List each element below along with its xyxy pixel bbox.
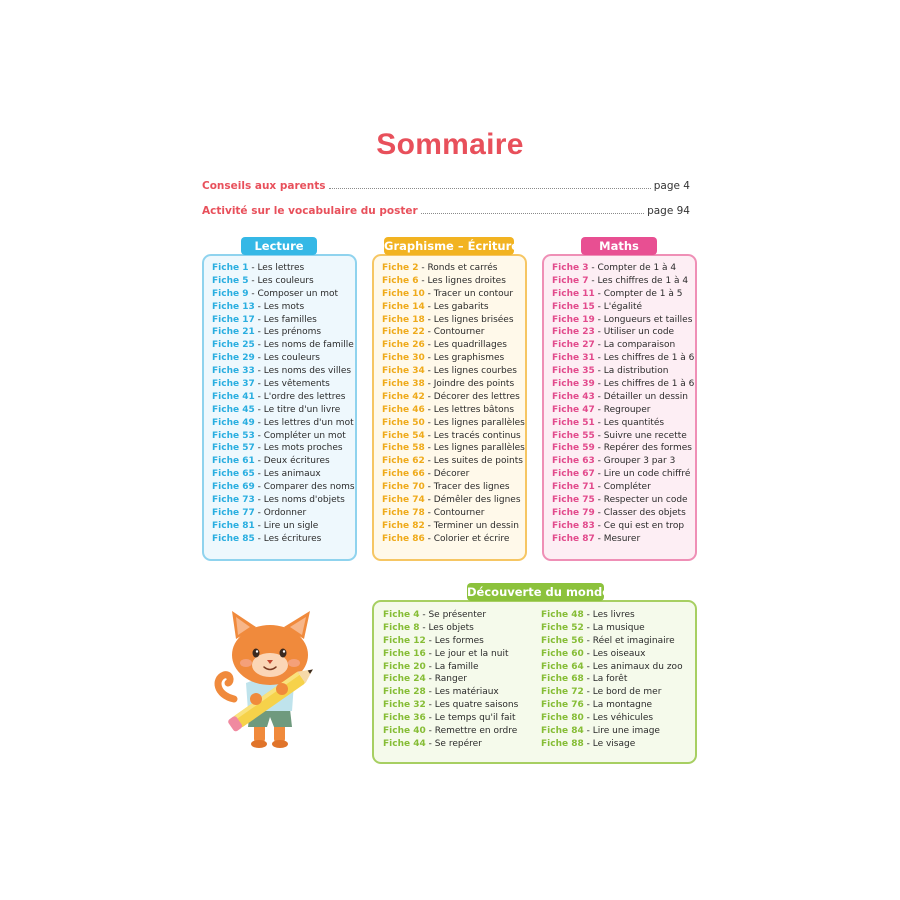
fiche-number: Fiche 11 (552, 288, 595, 299)
fiche-title: - Classer des objets (594, 507, 686, 518)
toc-page: page 94 (647, 205, 690, 217)
fiche-number: Fiche 55 (552, 430, 595, 441)
fiche-title: - Les couleurs (248, 275, 314, 286)
fiche-title: - Les noms d'objets (254, 495, 345, 506)
fiche-title: - Tracer des lignes (424, 482, 510, 493)
fiche-title: - Ordonner (254, 507, 307, 518)
list-item[interactable] (541, 712, 683, 725)
fiche-title: - Les mots proches (254, 443, 343, 454)
fiche-title: - Le bord de mer (583, 687, 662, 698)
list-item[interactable] (382, 314, 525, 327)
fiche-number: Fiche 49 (212, 417, 255, 428)
fiche-number: Fiche 9 (212, 288, 249, 299)
fiche-number: Fiche 31 (552, 353, 595, 364)
fiche-title: - Les lettres (248, 263, 305, 273)
fiche-number: Fiche 51 (552, 417, 595, 428)
list-item[interactable] (383, 699, 518, 712)
fiche-title: - Le titre d'un livre (254, 404, 341, 415)
fiche-number: Fiche 29 (212, 353, 255, 364)
list-item[interactable] (212, 391, 355, 404)
fiche-number: Fiche 41 (212, 391, 255, 402)
list-item[interactable] (383, 712, 518, 725)
fiche-title: - Tracer un contour (424, 288, 514, 299)
fiche-title: - Deux écritures (254, 456, 330, 467)
fiche-number: Fiche 16 (383, 648, 426, 659)
fiche-title: - Grouper 3 par 3 (594, 456, 676, 467)
fiche-number: Fiche 72 (541, 687, 584, 698)
list-item[interactable] (541, 738, 683, 751)
fiche-title: - Mesurer (594, 533, 641, 544)
toc-leader-dots (329, 188, 651, 189)
list-item[interactable] (382, 288, 525, 301)
list-item[interactable] (382, 481, 525, 494)
fiche-number: Fiche 8 (383, 622, 420, 633)
fiche-number: Fiche 25 (212, 340, 255, 351)
fiche-number: Fiche 19 (552, 314, 595, 325)
fiche-title: - Les oiseaux (583, 648, 646, 659)
fiche-title: - Détailler un dessin (594, 391, 688, 402)
fiche-number: Fiche 10 (382, 288, 425, 299)
fiche-title: - Les lettres d'un mot (254, 417, 354, 428)
fiche-title: - Les objets (419, 622, 474, 633)
fiche-title: - Comparer des noms (254, 482, 355, 493)
list-item[interactable] (382, 442, 525, 455)
list-item[interactable] (541, 635, 683, 648)
list-item[interactable] (383, 725, 518, 738)
list-item[interactable] (383, 648, 518, 661)
list-item[interactable] (212, 455, 355, 468)
fiche-number: Fiche 12 (383, 635, 426, 646)
fiche-number: Fiche 21 (212, 327, 255, 338)
fiche-number: Fiche 28 (383, 687, 426, 698)
list-item[interactable] (552, 326, 694, 339)
fiche-title: - Les gabarits (424, 301, 489, 312)
fiche-title: - Les lignes droites (418, 275, 506, 286)
fiche-number: Fiche 70 (382, 482, 425, 493)
list-item[interactable] (552, 507, 694, 520)
fiche-number: Fiche 42 (382, 391, 425, 402)
list-item[interactable] (382, 404, 525, 417)
fiche-number: Fiche 77 (212, 507, 255, 518)
list-item[interactable] (382, 455, 525, 468)
list-item[interactable] (541, 699, 683, 712)
list-item[interactable] (541, 686, 683, 699)
fiche-number: Fiche 81 (212, 520, 255, 531)
fiche-number: Fiche 1 (212, 263, 249, 273)
list-item[interactable] (212, 275, 355, 288)
fiche-title: - Regrouper (594, 404, 651, 415)
fiche-number: Fiche 82 (382, 520, 425, 531)
fiche-number: Fiche 54 (382, 430, 425, 441)
fiche-title: - Les graphismes (424, 353, 505, 364)
fiche-number: Fiche 20 (383, 661, 426, 672)
fiche-number: Fiche 64 (541, 661, 584, 672)
fiche-number: Fiche 85 (212, 533, 255, 544)
toc-leader-dots (421, 213, 644, 214)
monde-list-col1 (383, 609, 518, 751)
fiche-number: Fiche 67 (552, 469, 595, 480)
fiche-title: - Compléter un mot (254, 430, 346, 441)
fiche-title: - Les mots (254, 301, 305, 312)
fiche-title: - Le temps qu'il fait (425, 713, 516, 724)
fiche-number: Fiche 5 (212, 275, 249, 286)
fiche-title: - Les lignes parallèles (424, 417, 525, 428)
fiche-title: - Les quantités (594, 417, 665, 428)
monde-section-label: Découverte du monde (467, 585, 611, 599)
fiche-number: Fiche 75 (552, 495, 595, 506)
fiche-title: - Décorer (424, 469, 470, 480)
list-item[interactable] (552, 430, 694, 443)
fiche-title: - L'égalité (594, 301, 643, 312)
fiche-title: - Le visage (583, 738, 636, 749)
fiche-number: Fiche 47 (552, 404, 595, 415)
fiche-title: - Colorier et écrire (424, 533, 510, 544)
fiche-number: Fiche 66 (382, 469, 425, 480)
fiche-title: - Remettre en ordre (425, 726, 518, 737)
fiche-title: - La forêt (583, 674, 628, 685)
list-item[interactable] (383, 738, 518, 751)
fiche-title: - La famille (425, 661, 479, 672)
fiche-number: Fiche 45 (212, 404, 255, 415)
list-item[interactable] (552, 365, 694, 378)
list-item[interactable] (382, 301, 525, 314)
fiche-number: Fiche 27 (552, 340, 595, 351)
list-item[interactable] (541, 673, 683, 686)
list-item[interactable] (382, 262, 525, 275)
toc-line-conseils[interactable] (202, 176, 690, 192)
fiche-title: - Lire une image (583, 726, 660, 737)
fiche-number: Fiche 56 (541, 635, 584, 646)
list-item[interactable] (552, 533, 694, 546)
fiche-title: - Suivre une recette (594, 430, 687, 441)
fiche-title: - Les quadrillages (424, 340, 507, 351)
fiche-number: Fiche 2 (382, 263, 419, 273)
list-item[interactable] (382, 352, 525, 365)
list-item[interactable] (212, 520, 355, 533)
list-item[interactable] (383, 635, 518, 648)
fiche-number: Fiche 65 (212, 469, 255, 480)
fiche-number: Fiche 30 (382, 353, 425, 364)
list-item[interactable] (552, 314, 694, 327)
fiche-title: - Les suites de points (424, 456, 523, 467)
list-item[interactable] (382, 417, 525, 430)
list-item[interactable] (552, 288, 694, 301)
list-item[interactable] (552, 468, 694, 481)
list-item[interactable] (552, 520, 694, 533)
maths-list (552, 262, 694, 546)
fiche-number: Fiche 58 (382, 443, 425, 454)
fiche-title: - Se présenter (419, 610, 487, 620)
list-item[interactable] (552, 339, 694, 352)
fiche-number: Fiche 43 (552, 391, 595, 402)
fiche-title: - Terminer un dessin (424, 520, 519, 531)
fiche-number: Fiche 79 (552, 507, 595, 518)
fiche-title: - Joindre des points (424, 379, 515, 390)
cat-with-pencil-illustration (212, 603, 322, 753)
fiche-number: Fiche 17 (212, 314, 255, 325)
toc-label: Activité sur le vocabulaire du poster (202, 205, 418, 217)
list-item[interactable] (382, 533, 525, 546)
fiche-title: - Lire un sigle (254, 520, 319, 531)
list-item[interactable] (212, 314, 355, 327)
fiche-title: - Les lignes brisées (424, 314, 514, 325)
fiche-number: Fiche 44 (383, 738, 426, 749)
fiche-title: - La distribution (594, 366, 669, 377)
list-item[interactable] (552, 378, 694, 391)
fiche-number: Fiche 18 (382, 314, 425, 325)
fiche-title: - Compter de 1 à 4 (588, 263, 677, 273)
fiche-number: Fiche 40 (383, 726, 426, 737)
page-title: Sommaire (376, 128, 524, 161)
fiche-title: - Les lettres bâtons (424, 404, 515, 415)
fiche-title: - Les lignes parallèles (424, 443, 525, 454)
list-item[interactable] (212, 442, 355, 455)
fiche-number: Fiche 14 (382, 301, 425, 312)
list-item[interactable] (212, 507, 355, 520)
list-item[interactable] (382, 365, 525, 378)
list-item[interactable] (212, 468, 355, 481)
list-item[interactable] (382, 494, 525, 507)
fiche-number: Fiche 86 (382, 533, 425, 544)
fiche-title: - Contourner (424, 327, 485, 338)
fiche-title: - Utiliser un code (594, 327, 675, 338)
list-item[interactable] (383, 609, 518, 622)
fiche-number: Fiche 88 (541, 738, 584, 749)
fiche-title: - Les quatre saisons (425, 700, 519, 711)
fiche-title: - Longueurs et tailles (594, 314, 693, 325)
fiche-number: Fiche 80 (541, 713, 584, 724)
fiche-title: - Réel et imaginaire (583, 635, 675, 646)
fiche-number: Fiche 38 (382, 379, 425, 390)
fiche-title: - Ronds et carrés (418, 263, 498, 273)
list-item[interactable] (382, 326, 525, 339)
fiche-title: - Les noms de famille (254, 340, 354, 351)
fiche-title: - Contourner (424, 507, 485, 518)
fiche-number: Fiche 24 (383, 674, 426, 685)
fiche-title: - Repérer des formes (594, 443, 692, 454)
list-item[interactable] (212, 417, 355, 430)
fiche-number: Fiche 78 (382, 507, 425, 518)
list-item[interactable] (383, 686, 518, 699)
list-item[interactable] (552, 391, 694, 404)
fiche-number: Fiche 13 (212, 301, 255, 312)
list-item[interactable] (212, 365, 355, 378)
list-item[interactable] (541, 648, 683, 661)
fiche-number: Fiche 76 (541, 700, 584, 711)
list-item[interactable] (552, 417, 694, 430)
fiche-title: - Les livres (583, 610, 635, 620)
fiche-title: - Les prénoms (254, 327, 322, 338)
fiche-title: - Compter de 1 à 5 (594, 288, 683, 299)
fiche-number: Fiche 61 (212, 456, 255, 467)
list-item[interactable] (382, 275, 525, 288)
list-item[interactable] (552, 275, 694, 288)
toc-page: page 4 (653, 180, 690, 192)
fiche-number: Fiche 62 (382, 456, 425, 467)
fiche-title: - Respecter un code (594, 495, 688, 506)
toc-line-vocabulaire[interactable] (202, 201, 690, 217)
fiche-number: Fiche 36 (383, 713, 426, 724)
list-item[interactable] (212, 301, 355, 314)
list-item[interactable] (382, 430, 525, 443)
fiche-number: Fiche 50 (382, 417, 425, 428)
fiche-number: Fiche 3 (552, 263, 589, 273)
fiche-number: Fiche 74 (382, 495, 425, 506)
fiche-number: Fiche 71 (552, 482, 595, 493)
list-item[interactable] (383, 622, 518, 635)
list-item[interactable] (382, 339, 525, 352)
list-item[interactable] (382, 468, 525, 481)
list-item[interactable] (552, 404, 694, 417)
list-item[interactable] (552, 481, 694, 494)
list-item[interactable] (212, 352, 355, 365)
list-item[interactable] (552, 455, 694, 468)
fiche-number: Fiche 73 (212, 495, 255, 506)
fiche-number: Fiche 59 (552, 443, 595, 454)
graphisme-section-label: Graphisme – Écriture (384, 239, 520, 253)
fiche-number: Fiche 63 (552, 456, 595, 467)
list-item[interactable] (383, 661, 518, 674)
fiche-number: Fiche 39 (552, 379, 595, 390)
list-item[interactable] (382, 507, 525, 520)
fiche-number: Fiche 37 (212, 379, 255, 390)
lecture-section-label: Lecture (241, 237, 317, 255)
maths-section-label: Maths (581, 237, 657, 255)
list-item[interactable] (212, 481, 355, 494)
fiche-number: Fiche 84 (541, 726, 584, 737)
fiche-title: - Ranger (425, 674, 467, 685)
fiche-number: Fiche 34 (382, 366, 425, 377)
list-item[interactable] (552, 442, 694, 455)
list-item[interactable] (212, 494, 355, 507)
fiche-title: - Le jour et la nuit (425, 648, 509, 659)
fiche-title: - Décorer des lettres (424, 391, 520, 402)
fiche-number: Fiche 26 (382, 340, 425, 351)
list-item[interactable] (382, 391, 525, 404)
list-item[interactable] (212, 533, 355, 546)
list-item[interactable] (541, 725, 683, 738)
fiche-title: - Les chiffres de 1 à 6 (594, 353, 695, 364)
toc-label: Conseils aux parents (202, 180, 326, 192)
list-item[interactable] (212, 326, 355, 339)
list-item[interactable] (212, 288, 355, 301)
list-item[interactable] (541, 661, 683, 674)
list-item[interactable] (552, 494, 694, 507)
fiche-number: Fiche 33 (212, 366, 255, 377)
list-item[interactable] (552, 352, 694, 365)
fiche-title: - Les chiffres de 1 à 6 (594, 379, 695, 390)
list-item[interactable] (212, 378, 355, 391)
fiche-title: - Les familles (254, 314, 317, 325)
fiche-title: - L'ordre des lettres (254, 391, 346, 402)
fiche-number: Fiche 83 (552, 520, 595, 531)
list-item[interactable] (541, 609, 683, 622)
list-item[interactable] (212, 339, 355, 352)
monde-list-col2 (541, 609, 683, 751)
fiche-title: - La montagne (583, 700, 653, 711)
fiche-number: Fiche 4 (383, 610, 420, 620)
fiche-number: Fiche 7 (552, 275, 589, 286)
fiche-title: - Les animaux du zoo (583, 661, 683, 672)
fiche-title: - La musique (583, 622, 645, 633)
fiche-title: - Se repérer (425, 738, 482, 749)
fiche-number: Fiche 57 (212, 443, 255, 454)
list-item[interactable] (212, 262, 355, 275)
fiche-number: Fiche 15 (552, 301, 595, 312)
fiche-number: Fiche 46 (382, 404, 425, 415)
list-item[interactable] (541, 622, 683, 635)
fiche-title: - Les véhicules (583, 713, 654, 724)
fiche-title: - Les tracés continus (424, 430, 521, 441)
list-item[interactable] (552, 301, 694, 314)
fiche-title: - Composer un mot (248, 288, 339, 299)
fiche-title: - Compléter (594, 482, 651, 493)
fiche-title: - Les matériaux (425, 687, 499, 698)
fiche-number: Fiche 69 (212, 482, 255, 493)
lecture-list (212, 262, 355, 546)
fiche-number: Fiche 22 (382, 327, 425, 338)
fiche-number: Fiche 87 (552, 533, 595, 544)
list-item[interactable] (212, 430, 355, 443)
fiche-title: - Les animaux (254, 469, 321, 480)
fiche-number: Fiche 53 (212, 430, 255, 441)
fiche-title: - Les chiffres de 1 à 4 (588, 275, 689, 286)
list-item[interactable] (383, 673, 518, 686)
list-item[interactable] (552, 262, 694, 275)
fiche-title: - Les formes (425, 635, 484, 646)
fiche-number: Fiche 60 (541, 648, 584, 659)
fiche-number: Fiche 52 (541, 622, 584, 633)
fiche-title: - Les écritures (254, 533, 322, 544)
fiche-title: - Ce qui est en trop (594, 520, 685, 531)
list-item[interactable] (382, 378, 525, 391)
fiche-number: Fiche 68 (541, 674, 584, 685)
fiche-title: - Lire un code chiffré (594, 469, 691, 480)
list-item[interactable] (212, 404, 355, 417)
fiche-title: - La comparaison (594, 340, 676, 351)
fiche-title: - Les lignes courbes (424, 366, 517, 377)
fiche-title: - Les vêtements (254, 379, 330, 390)
fiche-number: Fiche 48 (541, 610, 584, 620)
fiche-number: Fiche 6 (382, 275, 419, 286)
fiche-title: - Les couleurs (254, 353, 320, 364)
fiche-title: - Les noms des villes (254, 366, 352, 377)
fiche-number: Fiche 23 (552, 327, 595, 338)
list-item[interactable] (382, 520, 525, 533)
fiche-number: Fiche 32 (383, 700, 426, 711)
graphisme-list (382, 262, 525, 546)
fiche-number: Fiche 35 (552, 366, 595, 377)
fiche-title: - Démêler des lignes (424, 495, 521, 506)
